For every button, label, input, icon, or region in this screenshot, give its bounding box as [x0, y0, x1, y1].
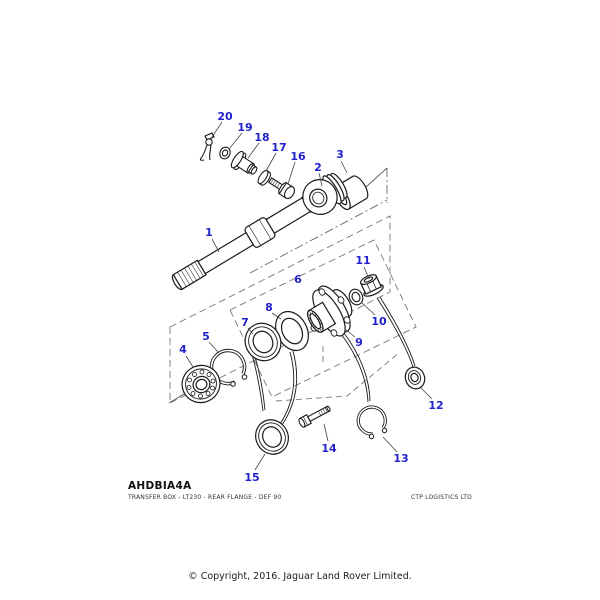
leader-14	[324, 424, 328, 441]
callout-15: 15	[244, 471, 260, 484]
leader-17	[266, 153, 276, 171]
callout-12: 12	[428, 399, 444, 412]
callout-2: 2	[314, 161, 322, 174]
circlip5-eyelet	[231, 382, 236, 387]
leader-13	[383, 437, 397, 452]
callout-10: 10	[371, 315, 387, 328]
callout-8: 8	[265, 301, 273, 314]
part-17-disc	[256, 169, 272, 187]
part-20-split-pin	[200, 133, 214, 160]
callout-20: 20	[217, 110, 233, 123]
footer-left-block	[128, 480, 281, 501]
leader-20	[212, 122, 222, 137]
whisker-nut11	[377, 297, 415, 367]
callout-4: 4	[179, 343, 187, 356]
pin-legs	[200, 145, 211, 160]
part-15-seal	[250, 414, 295, 460]
callout-9: 9	[355, 336, 363, 349]
pin-eye	[206, 139, 212, 145]
part-14-bolt	[298, 404, 332, 428]
part-18-spool	[229, 150, 261, 180]
leader-19	[229, 133, 242, 149]
drawing-code: AHDBIA4A	[128, 480, 192, 492]
circlip13-eyelet	[382, 428, 386, 432]
copyright-line: © Copyright, 2016. Jaguar Land Rover Limited.	[188, 571, 412, 582]
callout-1: 1	[205, 226, 213, 239]
leader-15	[255, 454, 265, 470]
leader-5	[209, 342, 219, 353]
part-13-circlip	[358, 407, 386, 439]
callout-19: 19	[237, 121, 253, 134]
callout-13: 13	[393, 452, 409, 465]
callout-11: 11	[355, 254, 371, 267]
callout-14: 14	[321, 442, 337, 455]
leader-1	[212, 239, 219, 252]
part-12-washer	[402, 364, 427, 391]
leader-12	[421, 388, 432, 399]
callout-3: 3	[336, 148, 344, 161]
callout-16: 16	[290, 150, 306, 163]
leader-4	[186, 356, 193, 367]
circlip13-ring-inner	[358, 407, 385, 434]
callout-17: 17	[271, 141, 287, 154]
callout-6: 6	[294, 273, 302, 286]
leader-10	[361, 302, 375, 315]
whisker-washer8	[280, 351, 297, 425]
callout-7: 7	[241, 316, 249, 329]
part-16-bolt	[267, 175, 297, 201]
callout-5: 5	[202, 330, 210, 343]
leader-3	[341, 161, 347, 173]
bolt14-shank	[308, 406, 330, 421]
circlip5-eyelet	[242, 375, 247, 380]
callout-labels	[179, 110, 443, 484]
leader-16	[288, 162, 295, 184]
leader-18	[248, 143, 259, 158]
part-4-bearing	[176, 359, 226, 409]
drawing-caption: TRANSFER BOX - LT230 - REAR FLANGE - DEF 90	[128, 494, 282, 501]
circlip13-eyelet	[369, 434, 373, 438]
logistics-credit: CTP LOGISTICS LTD	[410, 494, 472, 501]
callout-18: 18	[254, 131, 270, 144]
